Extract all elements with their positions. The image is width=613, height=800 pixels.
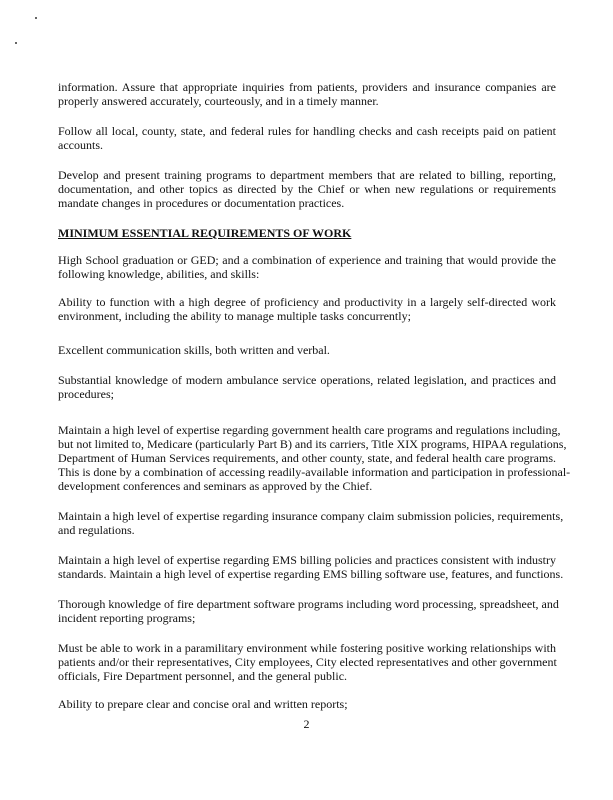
paragraph (58, 553, 564, 581)
paragraph (58, 168, 556, 210)
text-line: and regulations. (58, 523, 135, 537)
text-line: following knowledge, abilities, and skills: (58, 267, 260, 281)
paragraph (58, 80, 556, 108)
text-line: accounts. (58, 138, 103, 152)
text-line: officials, Fire Department personnel, and the general public. (58, 669, 348, 683)
text-line: development conferences and seminars as approved by the Chief. (58, 479, 373, 493)
text-line: High School graduation or GED; and a combination of experience and training that would provide the (58, 253, 556, 267)
text-line: mandate changes in procedures or documentation practices. (58, 196, 345, 210)
text-line: documentation, and other topics as directed by the Chief or when new regulations or requirements (58, 182, 556, 196)
text-line: Department of Human Services requirements, and other county, state, and federal health care programs. (58, 451, 556, 465)
paragraph (58, 423, 571, 493)
paragraph (58, 343, 556, 357)
text-line: patients and/or their representatives, City employees, City elected representatives and other government (58, 655, 557, 669)
text-line: Ability to function with a high degree of proficiency and productivity in a largely self-directed work (58, 295, 556, 309)
text-line: Ability to prepare clear and concise oral and written reports; (58, 697, 348, 711)
paragraph (58, 597, 559, 625)
paragraph (58, 124, 556, 152)
text-line: information. Assure that appropriate inquiries from patients, providers and insurance companies are (58, 80, 556, 94)
text-line: Maintain a high level of expertise regarding insurance company claim submission policies, requirements, (58, 509, 564, 523)
section-heading (58, 226, 556, 240)
text-line: properly answered accurately, courteously, and in a timely manner. (58, 94, 379, 108)
paragraph (58, 373, 556, 401)
paragraph (58, 253, 556, 281)
text-line: environment, including the ability to manage multiple tasks concurrently; (58, 309, 411, 323)
text-line: Must be able to work in a paramilitary environment while fostering positive working relationships with (58, 641, 556, 655)
text-line: Maintain a high level of expertise regarding EMS billing policies and practices consistent with industry (58, 553, 556, 567)
text-line: This is done by a combination of accessing readily-available information and participation in professional- (58, 465, 571, 479)
paragraph (58, 295, 556, 323)
scan-speck (35, 17, 37, 19)
paragraph (58, 509, 564, 537)
text-line: Thorough knowledge of fire department software programs including word processing, spreadsheet, and (58, 597, 559, 611)
text-line: Excellent communication skills, both written and verbal. (58, 343, 330, 357)
text-line: Substantial knowledge of modern ambulance service operations, related legislation, and practices and (58, 373, 556, 387)
paragraph (58, 641, 556, 683)
text-line: but not limited to, Medicare (particularly Part B) and its carriers, Title XIX programs, HIPAA regulations, (58, 437, 567, 451)
text-line: Follow all local, county, state, and federal rules for handling checks and cash receipts paid on patient (58, 124, 556, 138)
text-line: Develop and present training programs to department members that are related to billing, reporting, (58, 168, 556, 182)
scan-speck (15, 42, 17, 44)
paragraph (58, 697, 556, 711)
page-number: 2 (303, 717, 310, 731)
text-line: standards. Maintain a high level of expertise regarding EMS billing software use, features, and functions. (58, 567, 564, 581)
text-line: incident reporting programs; (58, 611, 196, 625)
text-line: MINIMUM ESSENTIAL REQUIREMENTS OF WORK (58, 226, 352, 240)
text-line: procedures; (58, 387, 114, 401)
text-line: Maintain a high level of expertise regarding government health care programs and regulations including, (58, 423, 561, 437)
